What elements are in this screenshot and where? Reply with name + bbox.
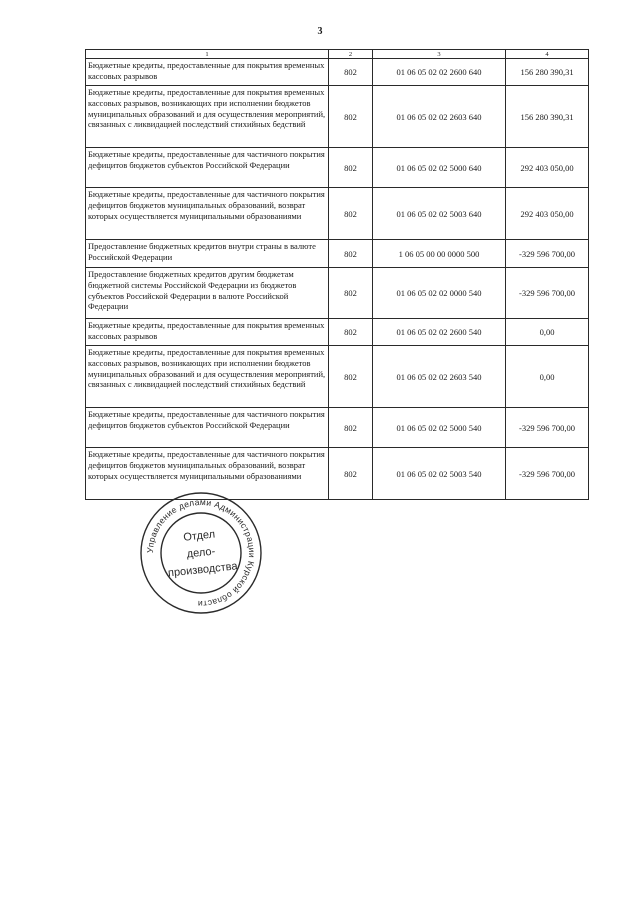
row-code: 802: [329, 319, 373, 346]
table-row: [86, 346, 589, 408]
row-sum: 292 403 050,00: [506, 148, 589, 188]
row-sum: -329 596 700,00: [506, 240, 589, 268]
row-name: Бюджетные кредиты, предоставленные для покрытия временных кассовых разрывов: [86, 319, 329, 346]
row-kbk: 1 06 05 00 00 0000 500: [373, 240, 506, 268]
stamp-line-1: Отдел: [182, 528, 216, 544]
row-name: Предоставление бюджетных кредитов внутри страны в валюте Российской Федерации: [86, 240, 329, 268]
row-sum: 0,00: [506, 346, 589, 408]
column-header-2: 2: [329, 50, 373, 59]
row-name: Бюджетные кредиты, предоставленные для частичного покрытия дефицитов бюджетов муниципальных образований, возврат которых осуществляется муниципальными образованиями: [86, 448, 329, 500]
row-code: 802: [329, 268, 373, 319]
stamp-line-2: дело-: [186, 545, 216, 561]
row-code: 802: [329, 346, 373, 408]
row-name: Предоставление бюджетных кредитов другим бюджетам бюджетной системы Российской Федерации из бюджетов субъектов Российской Федерации в валюте Российской Федерации: [86, 268, 329, 319]
table-row: [86, 240, 589, 268]
row-kbk: 01 06 05 02 02 2600 540: [373, 319, 506, 346]
column-header-1: 1: [86, 50, 329, 59]
table-row: [86, 148, 589, 188]
row-kbk: 01 06 05 02 02 5000 540: [373, 408, 506, 448]
office-stamp: [138, 490, 264, 616]
row-code: 802: [329, 240, 373, 268]
row-sum: -329 596 700,00: [506, 448, 589, 500]
budget-table: [85, 49, 589, 500]
row-code: 802: [329, 408, 373, 448]
row-code: 802: [329, 86, 373, 148]
row-name: Бюджетные кредиты, предоставленные для частичного покрытия дефицитов бюджетов субъектов Российской Федерации: [86, 408, 329, 448]
row-name: Бюджетные кредиты, предоставленные для частичного покрытия дефицитов бюджетов муниципальных образований, возврат которых осуществляется муниципальными образованиями: [86, 188, 329, 240]
row-kbk: 01 06 05 02 02 2603 640: [373, 86, 506, 148]
table-header-row: [86, 50, 589, 59]
column-header-4: 4: [506, 50, 589, 59]
row-sum: 156 280 390,31: [506, 59, 589, 86]
row-name: Бюджетные кредиты, предоставленные для покрытия временных кассовых разрывов, возникающих при исполнении бюджетов муниципальных образований и для осуществления мероприятий, связанных с ликвидацией последствий стихийных бедствий: [86, 346, 329, 408]
table-row: [86, 268, 589, 319]
row-name: Бюджетные кредиты, предоставленные для покрытия временных кассовых разрывов, возникающих при исполнении бюджетов муниципальных образований и для осуществления мероприятий, связанных с ликвидацией последствий стихийных бедствий: [86, 86, 329, 148]
row-name: Бюджетные кредиты, предоставленные для покрытия временных кассовых разрывов: [86, 59, 329, 86]
table-row: [86, 408, 589, 448]
column-header-3: 3: [373, 50, 506, 59]
row-sum: -329 596 700,00: [506, 408, 589, 448]
row-kbk: 01 06 05 02 02 5003 640: [373, 188, 506, 240]
table-row: [86, 86, 589, 148]
row-code: 802: [329, 59, 373, 86]
row-code: 802: [329, 188, 373, 240]
table-row: [86, 59, 589, 86]
stamp-ring-text: Управление делами Администрации Курской области: [144, 496, 258, 610]
row-kbk: 01 06 05 02 02 0000 540: [373, 268, 506, 319]
row-code: 802: [329, 148, 373, 188]
row-kbk: 01 06 05 02 02 5000 640: [373, 148, 506, 188]
row-kbk: 01 06 05 02 02 5003 540: [373, 448, 506, 500]
page-number: 3: [317, 26, 323, 37]
table-row: [86, 188, 589, 240]
row-sum: 156 280 390,31: [506, 86, 589, 148]
row-kbk: 01 06 05 02 02 2603 540: [373, 346, 506, 408]
row-code: 802: [329, 448, 373, 500]
row-kbk: 01 06 05 02 02 2600 640: [373, 59, 506, 86]
table-row: [86, 319, 589, 346]
row-sum: 292 403 050,00: [506, 188, 589, 240]
row-sum: 0,00: [506, 319, 589, 346]
row-name: Бюджетные кредиты, предоставленные для частичного покрытия дефицитов бюджетов субъектов Российской Федерации: [86, 148, 329, 188]
row-sum: -329 596 700,00: [506, 268, 589, 319]
stamp-line-3: производства: [167, 560, 239, 580]
